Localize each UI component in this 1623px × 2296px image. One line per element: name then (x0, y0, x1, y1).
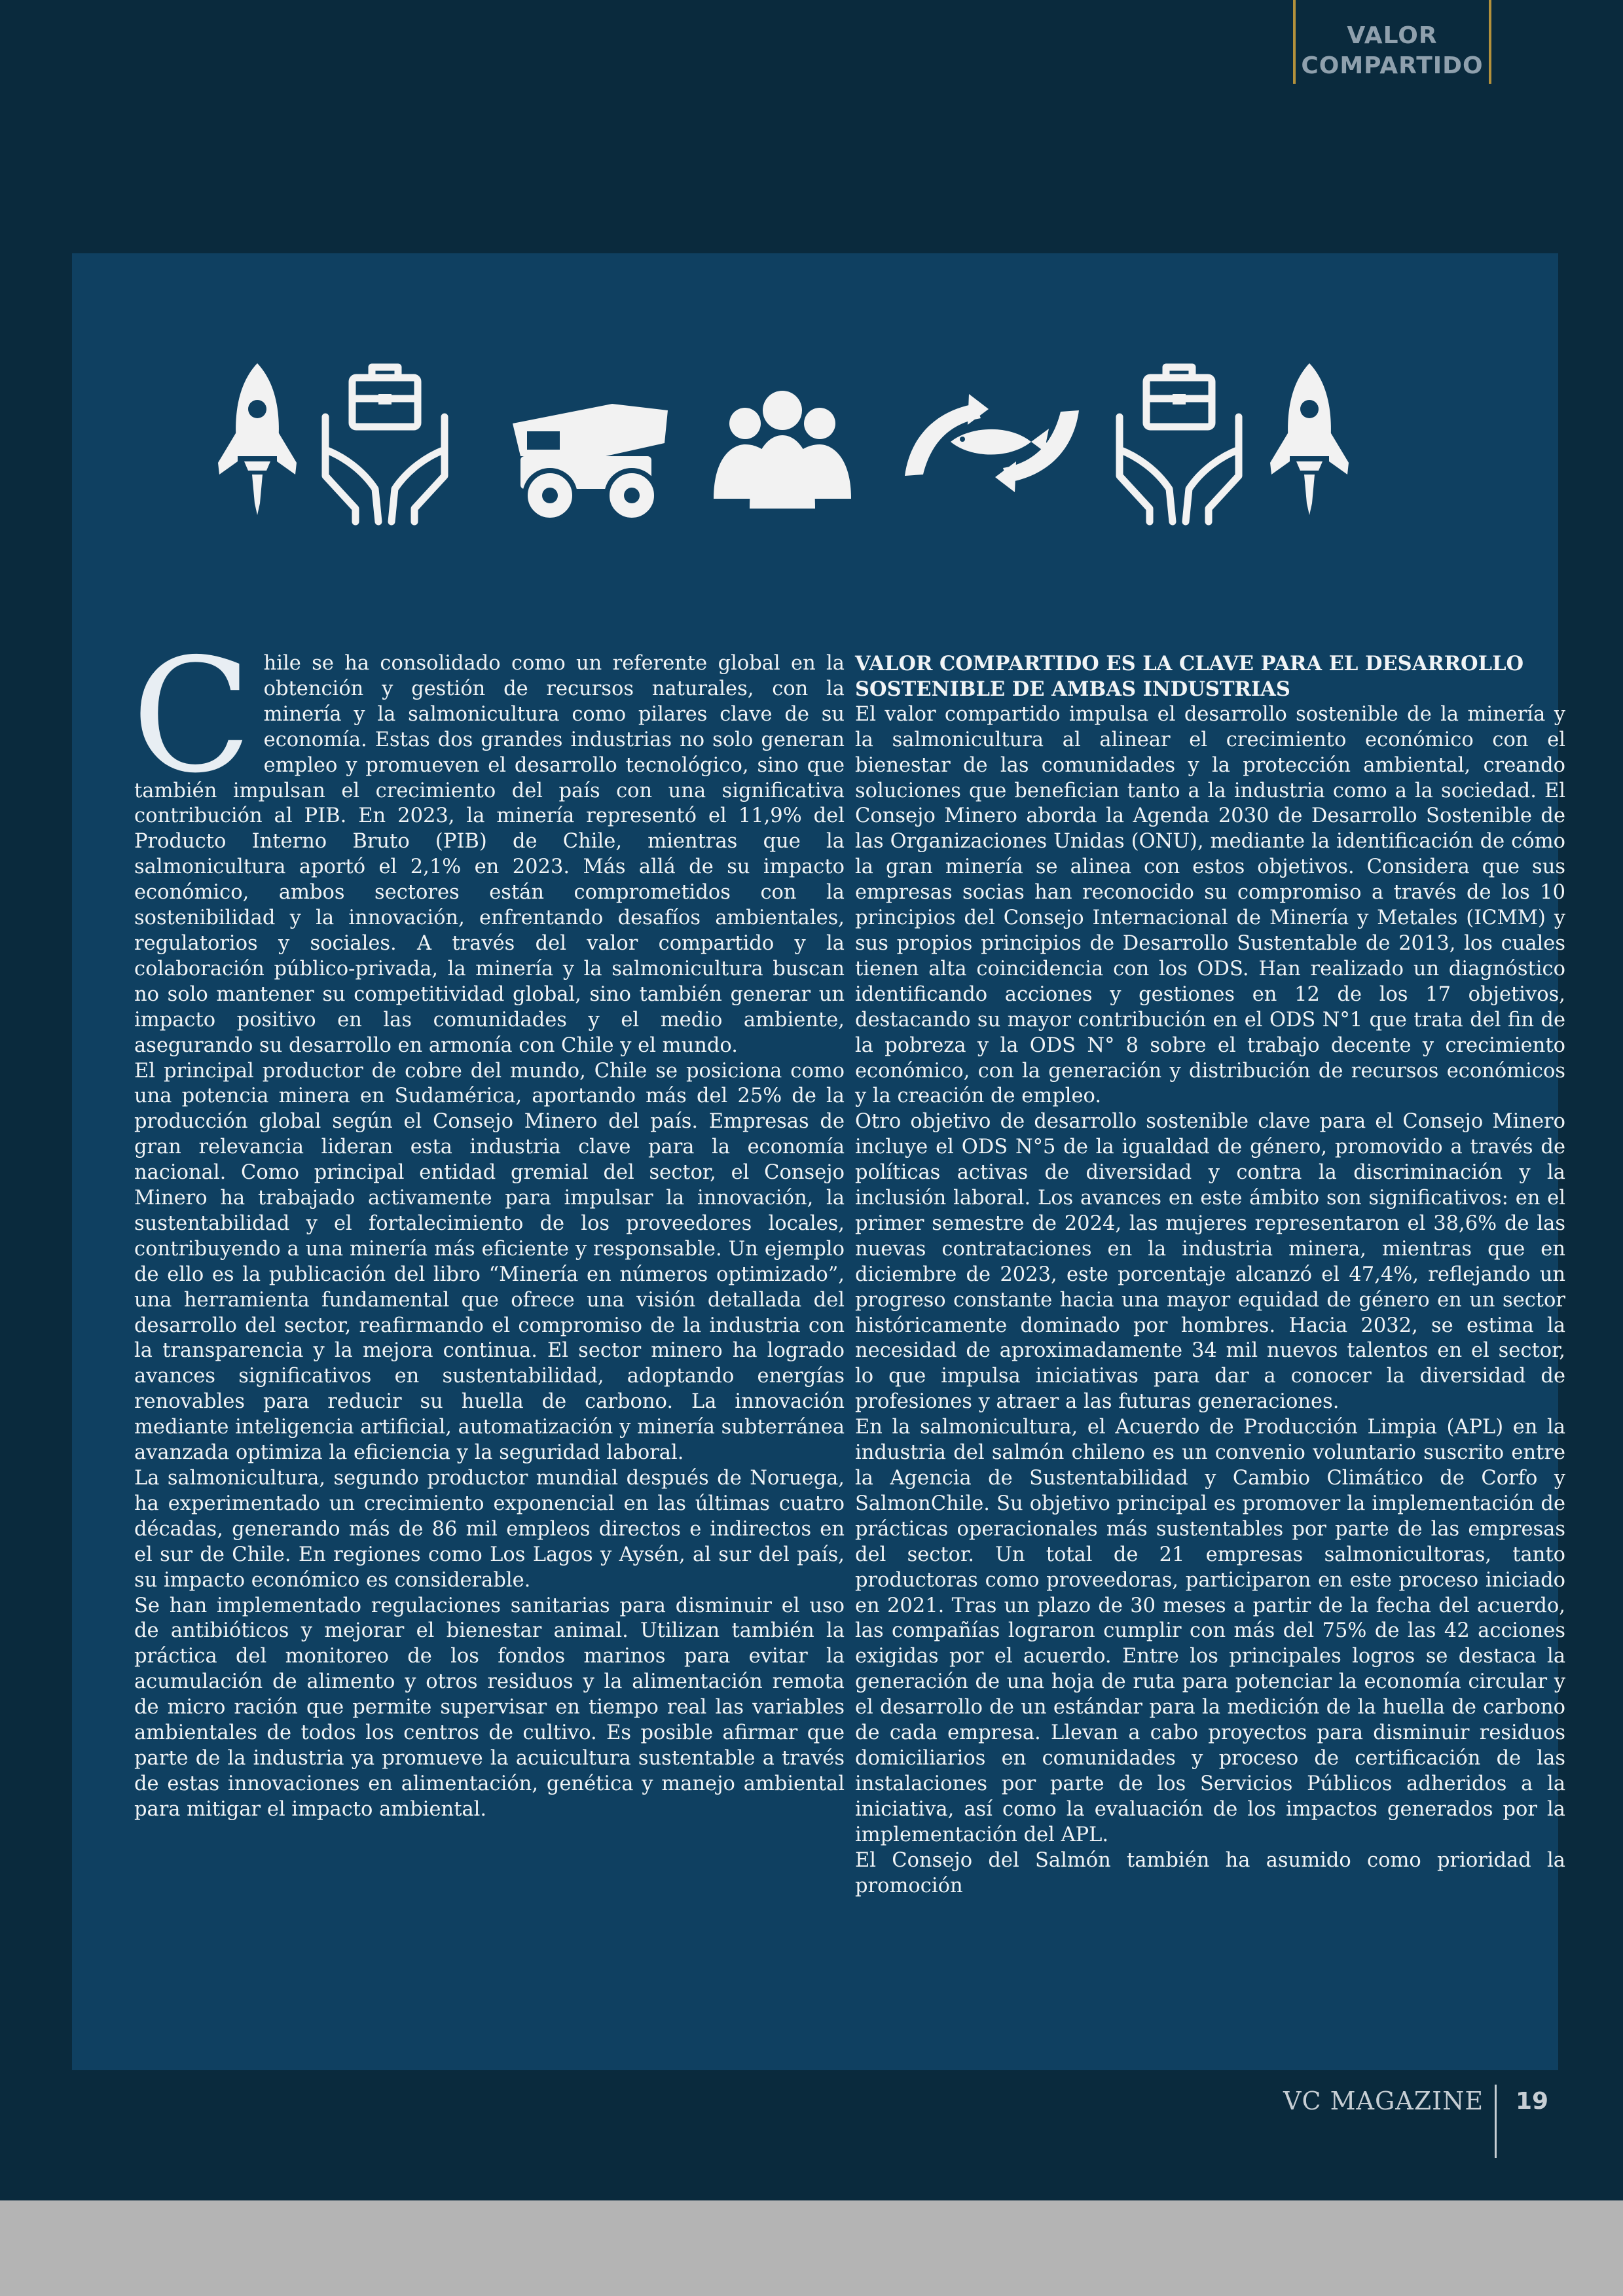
salmon-cycle-icon (897, 358, 1087, 528)
paragraph: El valor compartido impulsa el desarrollo sostenible de la minería y la salmonicultura al alinear el crecimiento económico con el bienestar de las comunidades y la protección ambiental, creando soluciones que benefician tanto a la industria como a la sociedad. El Consejo Minero aborda la Agenda 2030 de Desarrollo Sostenible de las Organizaciones Unidas (ONU), mediante la identificación de cómo la gran minería se alinea con estos objetivos. Considera que sus empresas socias han reconocido su compromiso a través de los 10 principios del Consejo Internacional de Minería y Metales (ICMM) y sus propios principios de Desarrollo Sustentable de 2013, los cuales tienen alta coincidencia con los ODS. Han realizado un diagnóstico identificando acciones y gestiones en 12 de los 17 objetivos, destacando su mayor contribución en el ODS N°1 que trata del fin de la pobreza y la ODS N° 8 sobre el trabajo decente y crecimiento económico, con la generación y distribución de recursos económicos y la creación de empleo. (855, 702, 1565, 1108)
briefcase-hands-icon (316, 358, 454, 528)
briefcase-hands-icon (1110, 358, 1248, 528)
page-margin (0, 2200, 1623, 2296)
section-tag-line1: VALOR (1347, 22, 1438, 49)
paragraph: La salmonicultura, segundo productor mundial después de Noruega, ha experimentado un crecimiento exponencial en las últimas cuatro décadas, generando más de 86 mil empleos directos e indirectos en el sur de Chile. En regiones como Los Lagos y Aysén, al sur del país, su impacto económico es considerable. (134, 1467, 845, 1592)
left-column (132, 624, 845, 1823)
page-number: 19 (1516, 2088, 1549, 2115)
magazine-name: VC MAGAZINE (1283, 2087, 1484, 2115)
rocket-icon (1264, 358, 1355, 528)
icon-row (72, 358, 1558, 528)
rocket-icon (211, 358, 303, 528)
section-tag (1293, 0, 1491, 84)
paragraph: Otro objetivo de desarrollo sostenible clave para el Consejo Minero incluye el ODS N°5 de la igualdad de género, promovido a través de políticas activas de diversidad y contra la discriminación y la inclusión laboral. Los avances en este ámbito son significativos: en el primer semestre de 2024, las mujeres representaron el 38,6% de las nuevas contrataciones en la industria minera, mientras que en diciembre de 2023, este porcentaje alcanzó el 47,4%, reflejando un progreso constante hacia una mayor equidad de género en un sector históricamente dominado por hombres. Hacia 2032, se estima la necesidad de aproximadamente 34 mil nuevos talentos en el sector, lo que impulsa iniciativas para dar a conocer la diversidad de profesiones y atraer a las futuras generaciones. (855, 1110, 1565, 1414)
paragraph: Se han implementado regulaciones sanitarias para disminuir el uso de antibióticos y mejorar el bienestar animal. Utilizan también la práctica del monitoreo de los fondos marinos para evitar la acumulación de alimento y otros residuos y la alimentación remota de micro ración que permite supervisar en tiempo real las variables ambientales de todos los centros de cultivo. Es posible afirmar que parte de la industria ya promueve la acuicultura sustentable a través de estas innovaciones en alimentación, genética y manejo ambiental para mitigar el impacto ambiental. (134, 1594, 845, 1821)
right-column (855, 651, 1565, 1899)
mining-truck-icon (507, 358, 671, 528)
dropcap: C (132, 624, 252, 808)
paragraph: En la salmonicultura, el Acuerdo de Producción Limpia (APL) en la industria del salmón chileno es un convenio voluntario suscrito entre la Agencia de Sustentabilidad y Cambio Climático de Corfo y SalmonChile. Su objetivo principal es promover la implementación de prácticas operacionales más sustentables por parte de las empresas del sector. Un total de 21 empresas salmonicultoras, tanto productoras como proveedoras, participaron en este proceso iniciado en 2021. Tras un plazo de 30 meses a partir de la fecha del acuerdo, las compañías lograron cumplir con más del 75% de las 42 acciones exigidas por el acuerdo. Entre los principales logros se destaca la generación de una hoja de ruta para potenciar la economía circular y el desarrollo de un estándar para la medición de la huella de carbono de cada empresa. Llevan a cabo proyectos para disminuir residuos domiciliarios en comunidades y proceso de certificación de las instalaciones por parte de los Servicios Públicos adheridos a la iniciativa, así como la evaluación de los impactos generados por la implementación del APL. (855, 1416, 1565, 1846)
article-panel (72, 253, 1565, 2070)
footer-divider (1495, 2085, 1497, 2158)
people-group-icon (707, 358, 858, 528)
paragraph: El Consejo del Salmón también ha asumido como prioridad la promoción (855, 1848, 1565, 1897)
paragraph: Chile se ha consolidado como un referente global en la obtención y gestión de recursos naturales, con la minería y la salmonicultura como pilares clave de su economía. Estas dos grandes industrias no solo generan empleo y promueven el desarrollo tecnológico, sino que también impulsan el crecimiento del país con una significativa contribución al PIB. En 2023, la minería representó el 11,9% del Producto Interno Bruto (PIB) de Chile, mientras que la salmonicultura aportó el 2,1% en 2023. Más allá de su impacto económico, ambos sectores están comprometidos con la sostenibilidad y la innovación, enfrentando desafíos ambientales, regulatorios y sociales. A través del valor compartido y la colaboración público-privada, la minería y la salmonicultura buscan no solo mantener su competitividad global, sino también generar un impacto positivo en las comunidades y el medio ambiente, asegurando su desarrollo en armonía con Chile y el mundo. (132, 624, 845, 1057)
paragraph: El principal productor de cobre del mundo, Chile se posiciona como una potencia minera en Sudamérica, aportando más del 25% de la producción global según el Consejo Minero del país. Empresas de gran relevancia lideran esta industria clave para la economía nacional. Como principal entidad gremial del sector, el Consejo Minero ha trabajado activamente para impulsar la innovación, la sustentabilidad y el fortalecimiento de los proveedores locales, contribuyendo a una minería más eficiente y responsable. Un ejemplo de ello es la publicación del libro “Minería en números optimizado”, una herramienta fundamental que ofrece una visión detallada del desarrollo del sector, reafirmando el compromiso de la industria con la transparencia y la mejora continua. El sector minero ha logrado avances significativos en sustentabilidad, adoptando energías renovables para reducir su huella de carbono. La innovación mediante inteligencia artificial, automatización y minería subterránea avanzada optimiza la eficiencia y la seguridad laboral. (134, 1059, 845, 1465)
section-heading: VALOR COMPARTIDO ES LA CLAVE PARA EL DESARROLLO SOSTENIBLE DE AMBAS INDUSTRIAS (855, 652, 1524, 701)
section-tag-line2: COMPARTIDO (1301, 52, 1484, 79)
